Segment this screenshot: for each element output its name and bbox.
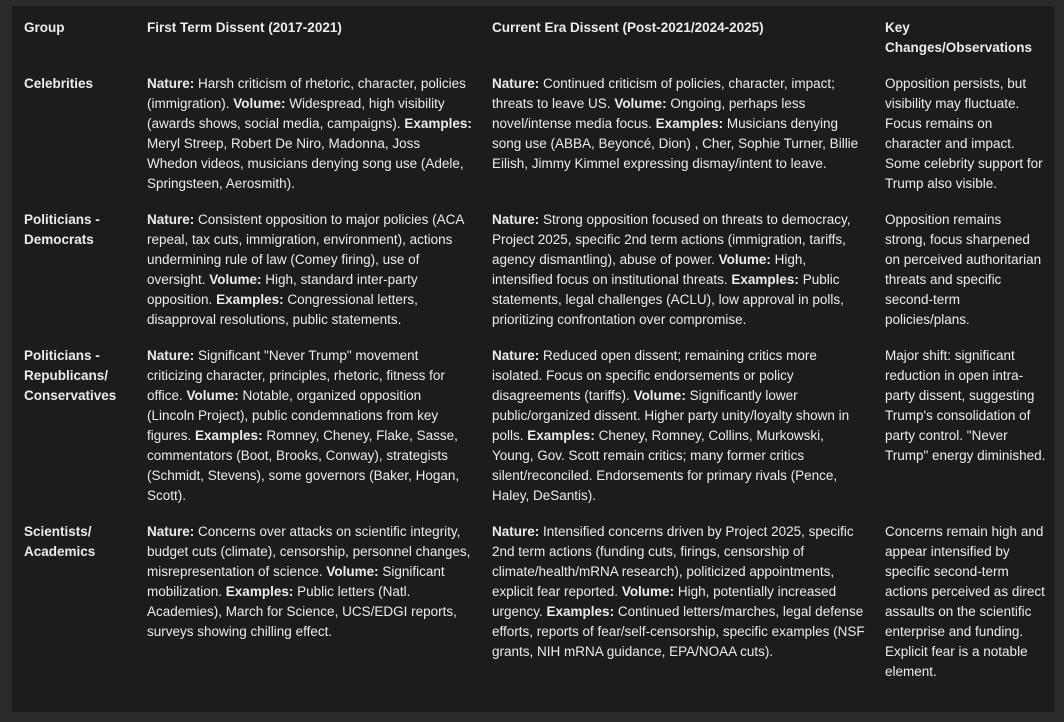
current-era-cell [480,210,873,346]
group-cell: Politicians - Democrats [24,212,100,247]
first-term-cell [135,210,480,346]
volume-label: Volume: [186,388,239,403]
examples-label: Examples: [655,116,724,131]
first-term-cell [135,346,480,522]
volume-text: Significantly lower public/organized dissent. Higher party unity/loyalty shown in polls. [492,388,850,443]
examples-text: Continued letters/marches, legal defense efforts, reports of fear/self-censorship, specific examples (NSF grants, NIH mRNA guidance, EPA/NOAA cuts). [492,604,865,659]
nature-text: Continued criticism of policies, character, impact; threats to leave US. [492,76,835,111]
examples-text: Meryl Streep, Robert De Niro, Madonna, Joss Whedon videos, musicians denying song use (Adele, Springsteen, Aerosmith). [147,136,464,191]
volume-text: Ongoing, perhaps less novel/intense media focus. [492,96,806,131]
table-row [12,210,1054,346]
nature-label: Nature: [492,76,540,91]
nature-text: Significant "Never Trump" movement criticizing character, principles, rhetoric, fitness for office. [147,348,445,403]
volume-text: High, potentially increased urgency. [492,584,837,619]
nature-label: Nature: [492,348,540,363]
nature-label: Nature: [147,524,195,539]
table-row [12,346,1054,522]
nature-label: Nature: [147,76,195,91]
first-term-cell [135,74,480,210]
nature-label: Nature: [147,348,195,363]
table-row [12,522,1054,698]
volume-label: Volume: [233,96,286,111]
nature-text: Consistent opposition to major policies (ACA repeal, tax cuts, immigration, environment), actions undermining rule of law (Comey firing), use of oversight. [147,212,464,287]
key-changes-cell: Opposition persists, but visibility may fluctuate. Focus remains on character and impact. Some celebrity support for Trump also visible. [885,76,1043,191]
group-cell: Politicians - Republicans/ Conservatives [24,348,117,403]
nature-text: Strong opposition focused on threats to democracy, Project 2025, specific 2nd term actions (immigration, tariffs, agency dismantling), abuse of power. [492,212,851,267]
volume-label: Volume: [209,272,262,287]
current-era-cell [480,74,873,210]
dissent-comparison-table [12,6,1054,698]
examples-label: Examples: [216,292,284,307]
nature-text: Concerns over attacks on scientific integrity, budget cuts (climate), censorship, personnel changes, misrepresentation of science. [147,524,471,579]
nature-text: Harsh criticism of rhetoric, character, policies (immigration). [147,76,466,111]
examples-label: Examples: [195,428,263,443]
volume-label: Volume: [326,564,379,579]
header-row [12,6,1054,74]
group-cell: Celebrities [24,76,94,91]
key-changes-cell: Major shift: significant reduction in open intra-party dissent, suggesting Trump's consolidation of party control. "Never Trump" energy diminished. [885,348,1046,463]
examples-text: Public statements, legal challenges (ACLU), low approval in polls, prioritizing confrontation over compromise. [492,272,844,327]
volume-label: Volume: [621,584,675,599]
volume-text: Significant mobilization. [147,564,445,599]
header-group: Group [24,20,65,35]
examples-text: Congressional letters, disapproval resolutions, public statements. [147,292,418,327]
header-current-era: Current Era Dissent (Post-2021/2024-2025) [492,20,764,35]
volume-label: Volume: [614,96,667,111]
nature-text: Intensified concerns driven by Project 2025, specific 2nd term actions (funding cuts, firings, censorship of climate/health/mRNA research), politicized appointments, explicit fear reported. [492,524,854,599]
examples-label: Examples: [546,604,615,619]
volume-label: Volume: [633,388,686,403]
volume-text: High, intensified focus on institutional threats. [492,252,807,287]
examples-label: Examples: [225,584,294,599]
examples-label: Examples: [404,116,472,131]
examples-text: Romney, Cheney, Flake, Sasse, commentators (Boot, Brooks, Conway), strategists (Schmidt, Stevens), some governors (Baker, Hogan, Scott). [147,428,460,503]
header-first-term: First Term Dissent (2017-2021) [147,20,342,35]
table-row [12,74,1054,210]
examples-text: Musicians denying song use (ABBA, Beyoncé, Dion) , Cher, Sophie Turner, Billie Eilish, Jimmy Kimmel expressing dismay/intent to leave. [492,116,859,171]
current-era-cell [480,346,873,522]
volume-text: Widespread, high visibility (awards shows, social media, campaigns). [147,96,445,131]
nature-text: Reduced open dissent; remaining critics more isolated. Focus on specific endorsements or policy disagreements (tariffs). [492,348,817,403]
volume-text: High, standard inter-party opposition. [147,272,418,307]
table-container [12,6,1054,712]
header-key-changes: Key Changes/Observations [885,20,1033,55]
current-era-cell [480,522,873,698]
nature-label: Nature: [492,524,540,539]
volume-text: Notable, organized opposition (Lincoln Project), public condemnations from key figures. [147,388,439,443]
examples-label: Examples: [731,272,799,287]
nature-label: Nature: [147,212,195,227]
examples-label: Examples: [527,428,595,443]
key-changes-cell: Opposition remains strong, focus sharpened on perceived authoritarian threats and specific second-term policies/plans. [885,212,1042,327]
examples-text: Cheney, Romney, Collins, Murkowski, Young, Gov. Scott remain critics; many former critics silent/reconciled. Endorsements for primary rivals (Pence, Haley, DeSantis). [492,428,838,503]
key-changes-cell: Concerns remain high and appear intensified by specific second-term actions perceived as direct assaults on the scientific enterprise and funding. Explicit fear is a notable element. [885,524,1045,679]
volume-label: Volume: [718,252,771,267]
group-cell: Scientists/ Academics [24,524,96,559]
nature-label: Nature: [492,212,540,227]
examples-text: Public letters (Natl. Academies), March for Science, UCS/EDGI reports, surveys showing chilling effect. [147,584,457,639]
first-term-cell [135,522,480,698]
